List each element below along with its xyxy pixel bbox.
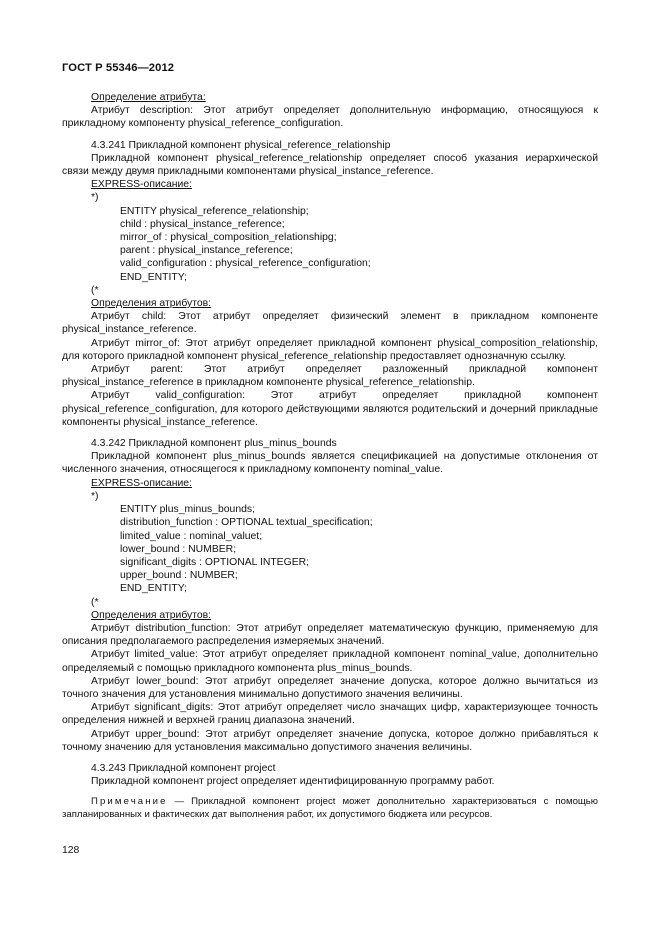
paragraph-spacer [62,788,598,796]
paragraph: Атрибут child: Этот атрибут определяет физический элемент в прикладном компоненте physical_instance_reference. [62,311,598,336]
paragraph: Атрибут upper_bound: Этот атрибут определяет значение допуска, которое должно прибавляться к точному значению для установления максимально допустимого значения величины. [62,728,598,753]
express-delimiter: *) [91,490,99,502]
note-text: — Прикладной компонент project может дополнительно характеризоваться с помощью запланированных и фактических дат выполнения работ, их допустимого бюджета или ресурсов. [62,796,598,820]
code-line: END_ENTITY; [120,271,187,283]
express-delimiter: (* [91,596,99,608]
note-paragraph [62,796,598,821]
section-label: EXPRESS-описание: [91,477,192,489]
code-line: ENTITY plus_minus_bounds; [120,504,255,516]
paragraph: Атрибут parent: Этот атрибут определяет разложенный прикладной компонент physical_instance_reference в прикладном компоненте physical_reference_relationship. [62,364,598,389]
code-line: lower_bound : NUMBER; [120,543,237,555]
page-number: 128 [62,845,80,856]
paragraph: Атрибут limited_value: Этот атрибут определяет прикладной компонент nominal_value, дополнительно определяемый с помощью прикладного компонента plus_minus_bounds. [62,649,598,674]
paragraph: Атрибут mirror_of: Этот атрибут определяет прикладной компонент physical_composition_relationship, для которого прикладной компонент physical_reference_relationship предоставляет однозначную ссылку. [62,337,598,362]
paragraph: Атрибут valid_configuration: Этот атрибут определяет прикладной компонент physical_reference_configuration, для которого действующими являются родительский и дочерний прикладные компоненты physical_instance_reference. [62,390,598,428]
code-line: END_ENTITY; [120,583,187,595]
page-header: ГОСТ Р 55346—2012 [62,62,175,74]
paragraph-spacer [62,131,598,139]
code-line: limited_value : nominal_valuet; [120,530,263,542]
section-label: Определение атрибута: [91,92,206,103]
code-line: parent : physical_instance_reference; [120,245,293,257]
code-line: child : physical_instance_reference; [120,218,285,230]
paragraph: Прикладной компонент project определяет идентифицированную программу работ. [91,776,495,788]
code-line: valid_configuration : physical_reference_configuration; [120,258,371,270]
paragraph: Атрибут lower_bound: Этот атрибут определяет значение допуска, которое должно вычитаться из точного значения для установления минимально допустимого значения величины. [62,675,598,700]
section-label: Определения атрибутов: [91,609,212,621]
note-label: Примечание [91,796,168,808]
section-label: Определения атрибутов: [91,298,212,310]
code-line: upper_bound : NUMBER; [120,570,238,582]
code-line: mirror_of : physical_composition_relationshipg; [120,232,337,244]
code-line: ENTITY physical_reference_relationship; [120,205,309,217]
paragraph: Атрибут distribution_function: Этот атрибут определяет математическую функцию, применяемую для описания предполагаемого распределения измеряемых значений. [62,622,598,648]
paragraph: 4.3.241 Прикладной компонент physical_reference_relationship [91,139,391,151]
paragraph-spacer [62,754,598,762]
paragraph-spacer [62,429,598,437]
section-label: EXPRESS-описание: [91,179,192,191]
document-body [62,91,598,822]
paragraph: Прикладной компонент plus_minus_bounds является спецификацией на допустимые отклонения от численного значения, относящегося к прикладному компоненту nominal_value. [62,451,598,476]
code-line: significant_digits : OPTIONAL INTEGER; [120,556,310,568]
paragraph: Атрибут description: Этот атрибут определяет дополнительную информацию, относящуюся к прикладному компоненту physical_reference_configuration. [62,105,598,130]
paragraph: 4.3.242 Прикладной компонент plus_minus_bounds [91,438,337,450]
paragraph: 4.3.243 Прикладной компонент project [91,762,276,774]
paragraph: Атрибут significant_digits: Этот атрибут определяет число значащих цифр, характеризующее точность определения нижней и верхней границ диапазона значений. [62,702,598,727]
paragraph: Прикладной компонент physical_reference_relationship определяет способ указания иерархической связи между двумя прикладными компонентами physical_instance_reference. [62,152,598,178]
express-delimiter: (* [91,284,99,296]
code-line: distribution_function : OPTIONAL textual_specification; [120,517,373,529]
express-delimiter: *) [91,192,99,204]
